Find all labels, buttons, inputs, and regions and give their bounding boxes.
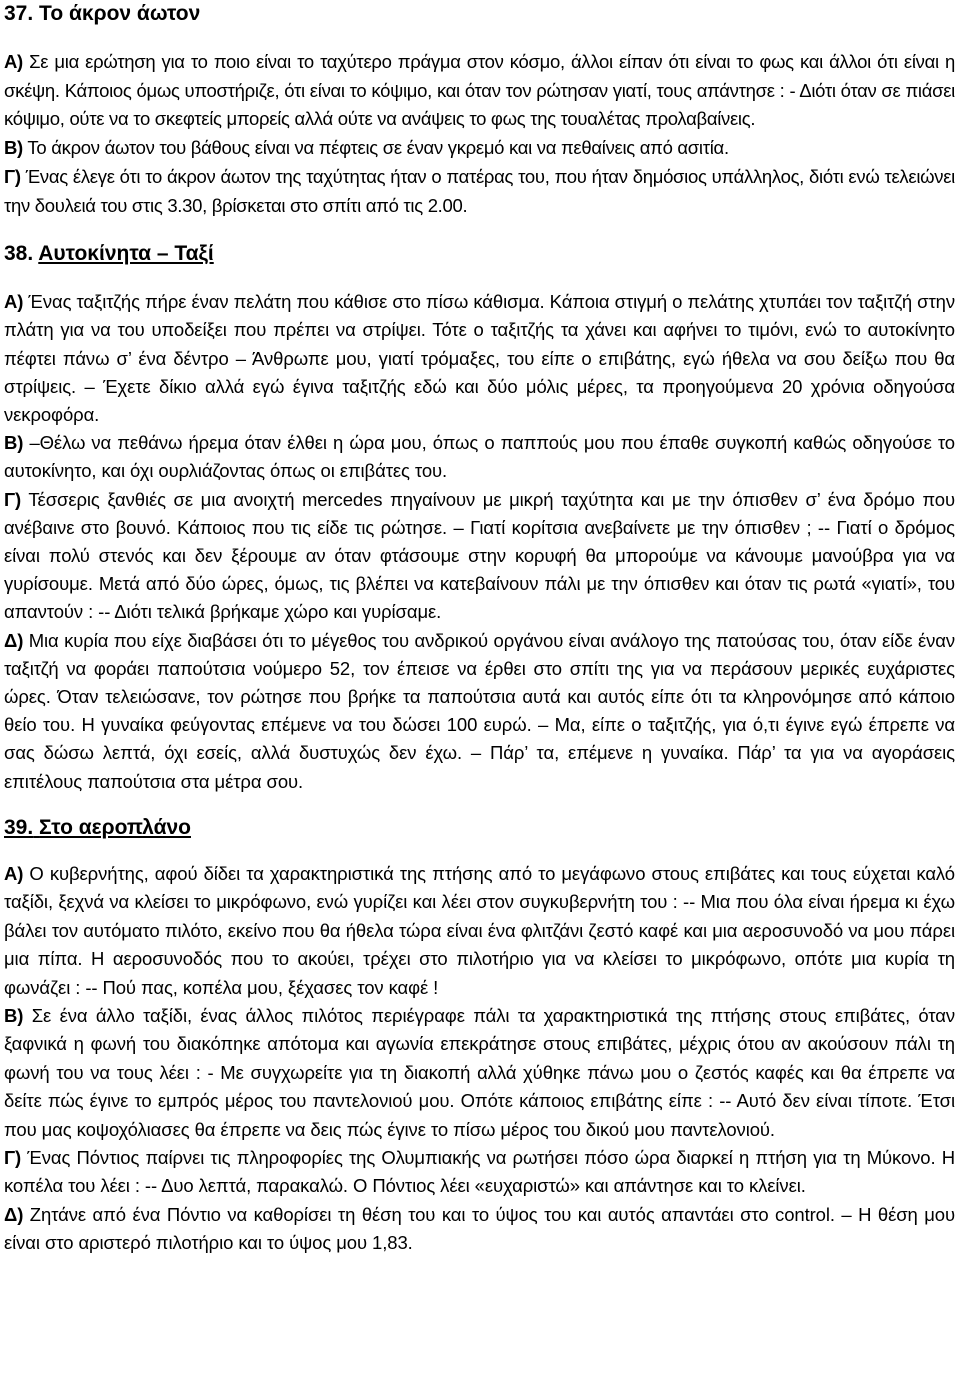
paragraph-label: Δ) (4, 629, 24, 651)
paragraph-text: Σε μια ερώτηση για το ποιο είναι το ταχύτερο πράγμα στον κόσμο, άλλοι είπαν ότι είναι το φως και άλλοι ότι είναι η σκέψη. Κάποιος όμως υποστήριζε, ότι είναι το κόψιμο, και όταν τον ρώτησαν γιατί, τους απάντησε : - Διότι όταν σε πιάσει κόψιμο, ούτε να το σκεφτείς μπορείς αλλά ούτε να ανάψεις το φως της τουαλέτας προλαβαίνεις. (4, 51, 955, 130)
paragraph-label: Γ) (4, 488, 22, 510)
paragraph-text: Ζητάνε από ένα Πόντιο να καθορίσει τη θέση του και το ύψος του και αυτός απαντάει στο control. – Η θέση μου είναι στο αριστερό πιλοτήριο και το ύψος μου 1,83. (4, 1203, 955, 1254)
paragraph-label: Α) (4, 862, 24, 884)
section-heading (4, 816, 955, 840)
paragraph-label: Γ) (4, 1146, 22, 1168)
paragraph (4, 1002, 955, 1144)
section-38 (4, 242, 955, 796)
section-heading (4, 242, 955, 266)
paragraph-label: Β) (4, 1004, 24, 1026)
section-title: Στο αεροπλάνο (39, 815, 191, 839)
paragraph-label: Β) (4, 137, 23, 159)
paragraph-label: Β) (4, 432, 24, 454)
paragraph-label: Α) (4, 291, 24, 313)
paragraph (4, 48, 955, 134)
section-heading (4, 2, 955, 26)
paragraph-text: Ένας Πόντιος παίρνει τις πληροφορίες της Ολυμπιακής να ρωτήσει πόσο ώρα διαρκεί η πτήση για τη Μύκονο. Η κοπέλα του λέει : -- Δυο λεπτά, παρακαλώ. Ο Πόντιος λέει «ευχαριστώ» και απάντησε και το κλείνει. (4, 1146, 955, 1197)
paragraph-label: Α) (4, 51, 23, 72)
section-number: 38. (4, 242, 34, 266)
paragraph (4, 486, 955, 627)
paragraph (4, 163, 955, 220)
paragraph (4, 1201, 955, 1258)
section-number: 37. (4, 2, 34, 25)
section-title: Το άκρον άωτον (39, 2, 201, 25)
paragraph-text: Ο κυβερνήτης, αφού δίδει τα χαρακτηριστικά της πτήσης από το μεγάφωνο στους επιβάτες και τους εύχεται καλό ταξίδι, ξεχνά να κλείσει το μικρόφωνο, ενώ γυρίζει και λέει στον συγκυβερνήτη του : -- Μια που όλα είναι ήρεμα κι έχω βάλει τον αυτόματο πιλότο, εκείνο που θα ήθελα τώρα είναι ένα φλιτζάνι ζεστό καφέ και μια αεροσυνοδό να μου πάρει μια πίπα. Η αεροσυνοδός που το ακούει, τρέχει στο πιλοτήριο για να κλείσει το μικρόφωνο, οπότε μια κυρία τη φωνάζει : -- Πού πας, κοπέλα μου, ξέχασες τον καφέ ! (4, 862, 955, 998)
paragraph-label: Γ) (4, 165, 21, 187)
section-37 (4, 2, 955, 220)
paragraph-text: –Θέλω να πεθάνω ήρεμα όταν έλθει η ώρα μου, όπως ο παππούς μου που έπαθε συγκοπή καθώς οδηγούσε το αυτοκίνητο, και όχι ουρλιάζοντας όπως οι επιβάτες του. (4, 432, 955, 482)
section-39 (4, 816, 955, 1258)
paragraph-text: Σε ένα άλλο ταξίδι, ένας άλλος πιλότος περιέγραφε πάλι τα χαρακτηριστικά της πτήσης στους επιβάτες, όταν ξαφνικά η φωνή του διακόπηκε απότομα και αγωνία επεκράτησε στους επιβάτες, μέχρις ότου αν ακούσουν πάλι τη φωνή του να τους λέει : - Με συγχωρείτε για τη διακοπή αλλά χύθηκε πάνω μου ο ζεστός καφές και θα έπρεπε να δείτε πώς έγινε το εμπρός μέρος του παντελονιού μου. Οπότε κάποιος επιβάτης είπε : -- Αυτό δεν είναι τίποτε. Έτσι που μας κοψοχόλιασες θα έπρεπε να δεις πώς έγινε το πίσω μέρος του δικού μου παντελονιού. (4, 1004, 955, 1140)
paragraph-text: Το άκρον άωτον του βάθους είναι να πέφτεις σε έναν γκρεμό και να πεθαίνεις από ασιτία. (22, 137, 729, 159)
paragraph-text: Ένας ταξιτζής πήρε έναν πελάτη που κάθισε στο πίσω κάθισμα. Κάποια στιγμή ο πελάτης χτυπάει τον ταξιτζή στην πλάτη για να του υποδείξει που πρέπει να στρίψει. Τότε ο ταξιτζής τα χάνει και αφήνει το τιμόνι, ενώ το αυτοκίνητο πέφτει πάνω σ’ ένα δέντρο – Άνθρωπε μου, γιατί τρόμαξες, του είπε ο επιβάτης, εγώ ήθελα να σου δείξω που θα στρίψεις. – Έχετε δίκιο αλλά εγώ έγινα ταξιτζής εδώ και δύο μόλις μέρες, τα προηγούμενα 20 χρόνια οδηγούσα νεκροφόρα. (4, 291, 955, 426)
paragraph (4, 1144, 955, 1201)
section-number: 39. (4, 815, 34, 839)
paragraph (4, 627, 955, 796)
paragraph (4, 429, 955, 485)
paragraph-label: Δ) (4, 1203, 24, 1225)
paragraph-text: Τέσσερις ξανθιές σε μια ανοιχτή mercedes πηγαίνουν με μικρή ταχύτητα και με την όπισθεν σ’ ένα δρόμο που ανέβαινε στο βουνό. Κάποιος που τις είδε τις ρώτησε. – Γιατί κορίτσια ανεβαίνετε με την όπισθεν ; -- Γιατί ο δρόμος είναι πολύ στενός και δεν ξέρουμε αν όταν φτάσουμε στην κορυφή θα μπορούμε να κάνουμε μανούβρα για να γυρίσουμε. Μετά από δύο ώρες, όμως, τις βλέπει να κατεβαίνουν πάλι με την όπισθεν και όταν τις ρωτά «γιατί», του απαντούν : -- Διότι τελικά βρήκαμε χώρο και γυρίσαμε. (4, 488, 955, 623)
paragraph-text: Μια κυρία που είχε διαβάσει ότι το μέγεθος του ανδρικού οργάνου είναι ανάλογο της πατούσας του, όταν είδε έναν ταξιτζή να φοράει παπούτσια νούμερο 52, τον έπεισε να έρθει στο σπίτι της για να περάσουν μερικές ευχάριστες ώρες. Όταν τελειώσανε, τον ρώτησε που βρήκε τα παπούτσια αυτά και αυτός είπε ότι τα κληρονόμησε από κάποιο θείο του. Η γυναίκα φεύγοντας επέμενε να του δώσει 100 ευρώ. – Μα, είπε ο ταξιτζής, για ό,τι έγινε εγώ έπρεπε να σας δώσω λεπτά, όχι εσείς, αλλά δυστυχώς δεν έχω. – Πάρ’ τα, επέμενε η γυναίκα. Πάρ’ τα για να αγοράσεις επιτέλους παπούτσια στα μέτρα σου. (4, 629, 955, 792)
paragraph (4, 860, 955, 1002)
paragraph-text: Ένας έλεγε ότι το άκρον άωτον της ταχύτητας ήταν ο πατέρας του, που ήταν δημόσιος υπάλληλος, διότι ενώ τελειώνει την δουλειά του στις 3.30, βρίσκεται στο σπίτι από τις 2.00. (4, 165, 955, 216)
document-page (4, 2, 955, 1258)
section-title: Αυτοκίνητα – Ταξί (38, 242, 214, 266)
paragraph (4, 288, 955, 429)
paragraph (4, 134, 955, 163)
